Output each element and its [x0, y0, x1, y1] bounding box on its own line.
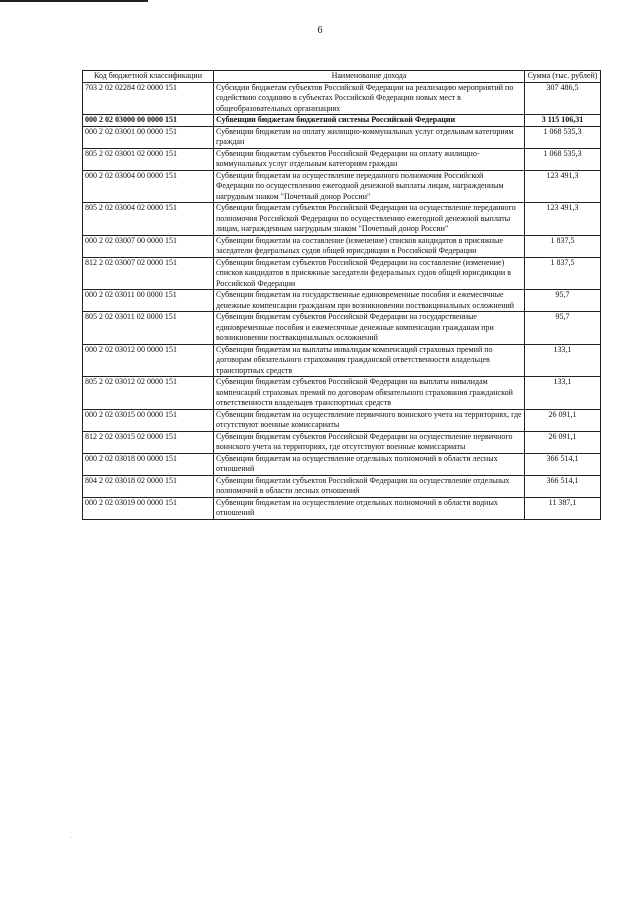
code-cell: 703 2 02 02284 02 0000 151 — [83, 82, 214, 115]
code-cell: 000 2 02 03007 00 0000 151 — [83, 235, 214, 257]
name-cell: Субвенции бюджетам субъектов Российской Федерации на осуществление переданного полномочия Российской Федерации по осуществлению ежегодной денежной выплаты лицам, награжденным нагрудным знаком "Почетный донор России" — [214, 203, 525, 236]
amount-cell: 366 514,1 — [525, 475, 601, 497]
table-row — [83, 115, 601, 127]
table-row — [83, 431, 601, 453]
table-row — [83, 497, 601, 519]
amount-cell: 1 837,5 — [525, 257, 601, 290]
table-row — [83, 126, 601, 148]
amount-cell: 307 486,5 — [525, 82, 601, 115]
code-cell: 812 2 02 03015 02 0000 151 — [83, 431, 214, 453]
amount-cell: 1 068 535,3 — [525, 148, 601, 170]
table-row — [83, 82, 601, 115]
amount-cell: 26 091,1 — [525, 409, 601, 431]
page-number: 6 — [317, 25, 323, 36]
amount-cell: 95,7 — [525, 312, 601, 345]
code-cell: 812 2 02 03007 02 0000 151 — [83, 257, 214, 290]
table-row — [83, 377, 601, 410]
table-row — [83, 148, 601, 170]
code-cell: 805 2 02 03004 02 0000 151 — [83, 203, 214, 236]
scan-mark: · — [70, 835, 72, 841]
name-cell: Субвенции бюджетам на государственные единовременные пособия и ежемесячные денежные компенсации гражданам при возникновении поствакцинальных осложнений — [214, 290, 525, 312]
top-rule — [0, 0, 148, 2]
table-row — [83, 290, 601, 312]
amount-cell: 123 491,3 — [525, 203, 601, 236]
table-row — [83, 203, 601, 236]
code-cell: 000 2 02 03000 00 0000 151 — [83, 115, 214, 127]
code-cell: 000 2 02 03004 00 0000 151 — [83, 170, 214, 203]
amount-cell: 123 491,3 — [525, 170, 601, 203]
amount-cell: 26 091,1 — [525, 431, 601, 453]
name-cell: Субвенции бюджетам на выплаты инвалидам компенсаций страховых премий по договорам обязательного страхования гражданской ответственности владельцев транспортных средств — [214, 344, 525, 377]
name-cell: Субвенции бюджетам на осуществление переданного полномочия Российской Федерации по осуществлению ежегодной денежной выплаты лицам, награжденным нагрудным знаком "Почетный донор России" — [214, 170, 525, 203]
header-name: Наименование дохода — [214, 71, 525, 83]
table-row — [83, 257, 601, 290]
name-cell: Субвенции бюджетам субъектов Российской Федерации на выплаты инвалидам компенсаций страховых премий по договорам обязательного страхования гражданской ответственности владельцев транспортных средств — [214, 377, 525, 410]
table-row — [83, 453, 601, 475]
amount-cell: 133,1 — [525, 377, 601, 410]
amount-cell: 133,1 — [525, 344, 601, 377]
table-row — [83, 475, 601, 497]
name-cell: Субвенции бюджетам на осуществление отдельных полномочий в области лесных отношений — [214, 453, 525, 475]
amount-cell: 1 068 535,3 — [525, 126, 601, 148]
name-cell: Субвенции бюджетам на составление (изменение) списков кандидатов в присяжные заседатели федеральных судов общей юрисдикции в Российской Федерации — [214, 235, 525, 257]
name-cell: Субвенции бюджетам на оплату жилищно-коммунальных услуг отдельным категориям граждан — [214, 126, 525, 148]
amount-cell: 1 837,5 — [525, 235, 601, 257]
code-cell: 000 2 02 03012 00 0000 151 — [83, 344, 214, 377]
code-cell: 805 2 02 03011 02 0000 151 — [83, 312, 214, 345]
code-cell: 000 2 02 03011 00 0000 151 — [83, 290, 214, 312]
name-cell: Субвенции бюджетам субъектов Российской Федерации на оплату жилищно-коммунальных услуг отдельным категориям граждан — [214, 148, 525, 170]
amount-cell: 3 115 106,31 — [525, 115, 601, 127]
name-cell: Субвенции бюджетам субъектов Российской Федерации на государственные единовременные пособия и ежемесячные денежные компенсации гражданам при возникновении поствакцинальных осложнений — [214, 312, 525, 345]
table-body — [83, 82, 601, 519]
name-cell: Субсидии бюджетам субъектов Российской Федерации на реализацию мероприятий по содействию созданию в субъектах Российской Федерации новых мест в общеобразовательных организациях — [214, 82, 525, 115]
name-cell: Субвенции бюджетам субъектов Российской Федерации на осуществление отдельных полномочий в области лесных отношений — [214, 475, 525, 497]
table-row — [83, 409, 601, 431]
code-cell: 000 2 02 03019 00 0000 151 — [83, 497, 214, 519]
header-row — [83, 71, 601, 83]
table-row — [83, 170, 601, 203]
amount-cell: 366 514,1 — [525, 453, 601, 475]
table-header — [83, 71, 601, 83]
header-amount: Сумма (тыс. рублей) — [525, 71, 601, 83]
table-row — [83, 312, 601, 345]
code-cell: 804 2 02 03018 02 0000 151 — [83, 475, 214, 497]
name-cell: Субвенции бюджетам на осуществление первичного воинского учета на территориях, где отсутствуют военные комиссариаты — [214, 409, 525, 431]
table-row — [83, 344, 601, 377]
header-code: Код бюджетной классификации — [83, 71, 214, 83]
name-cell: Субвенции бюджетам субъектов Российской Федерации на осуществление первичного воинского учета на территориях, где отсутствуют военные комиссариаты — [214, 431, 525, 453]
amount-cell: 95,7 — [525, 290, 601, 312]
code-cell: 000 2 02 03001 00 0000 151 — [83, 126, 214, 148]
name-cell: Субвенции бюджетам субъектов Российской Федерации на составление (изменение) списков кандидатов в присяжные заседатели федеральных судов общей юрисдикции в Российской Федерации — [214, 257, 525, 290]
name-cell: Субвенции бюджетам бюджетной системы Российской Федерации — [214, 115, 525, 127]
name-cell: Субвенции бюджетам на осуществление отдельных полномочий в области водных отношений — [214, 497, 525, 519]
code-cell: 805 2 02 03001 02 0000 151 — [83, 148, 214, 170]
amount-cell: 11 387,1 — [525, 497, 601, 519]
code-cell: 805 2 02 03012 02 0000 151 — [83, 377, 214, 410]
code-cell: 000 2 02 03015 00 0000 151 — [83, 409, 214, 431]
table-row — [83, 235, 601, 257]
budget-income-table — [82, 70, 601, 520]
code-cell: 000 2 02 03018 00 0000 151 — [83, 453, 214, 475]
